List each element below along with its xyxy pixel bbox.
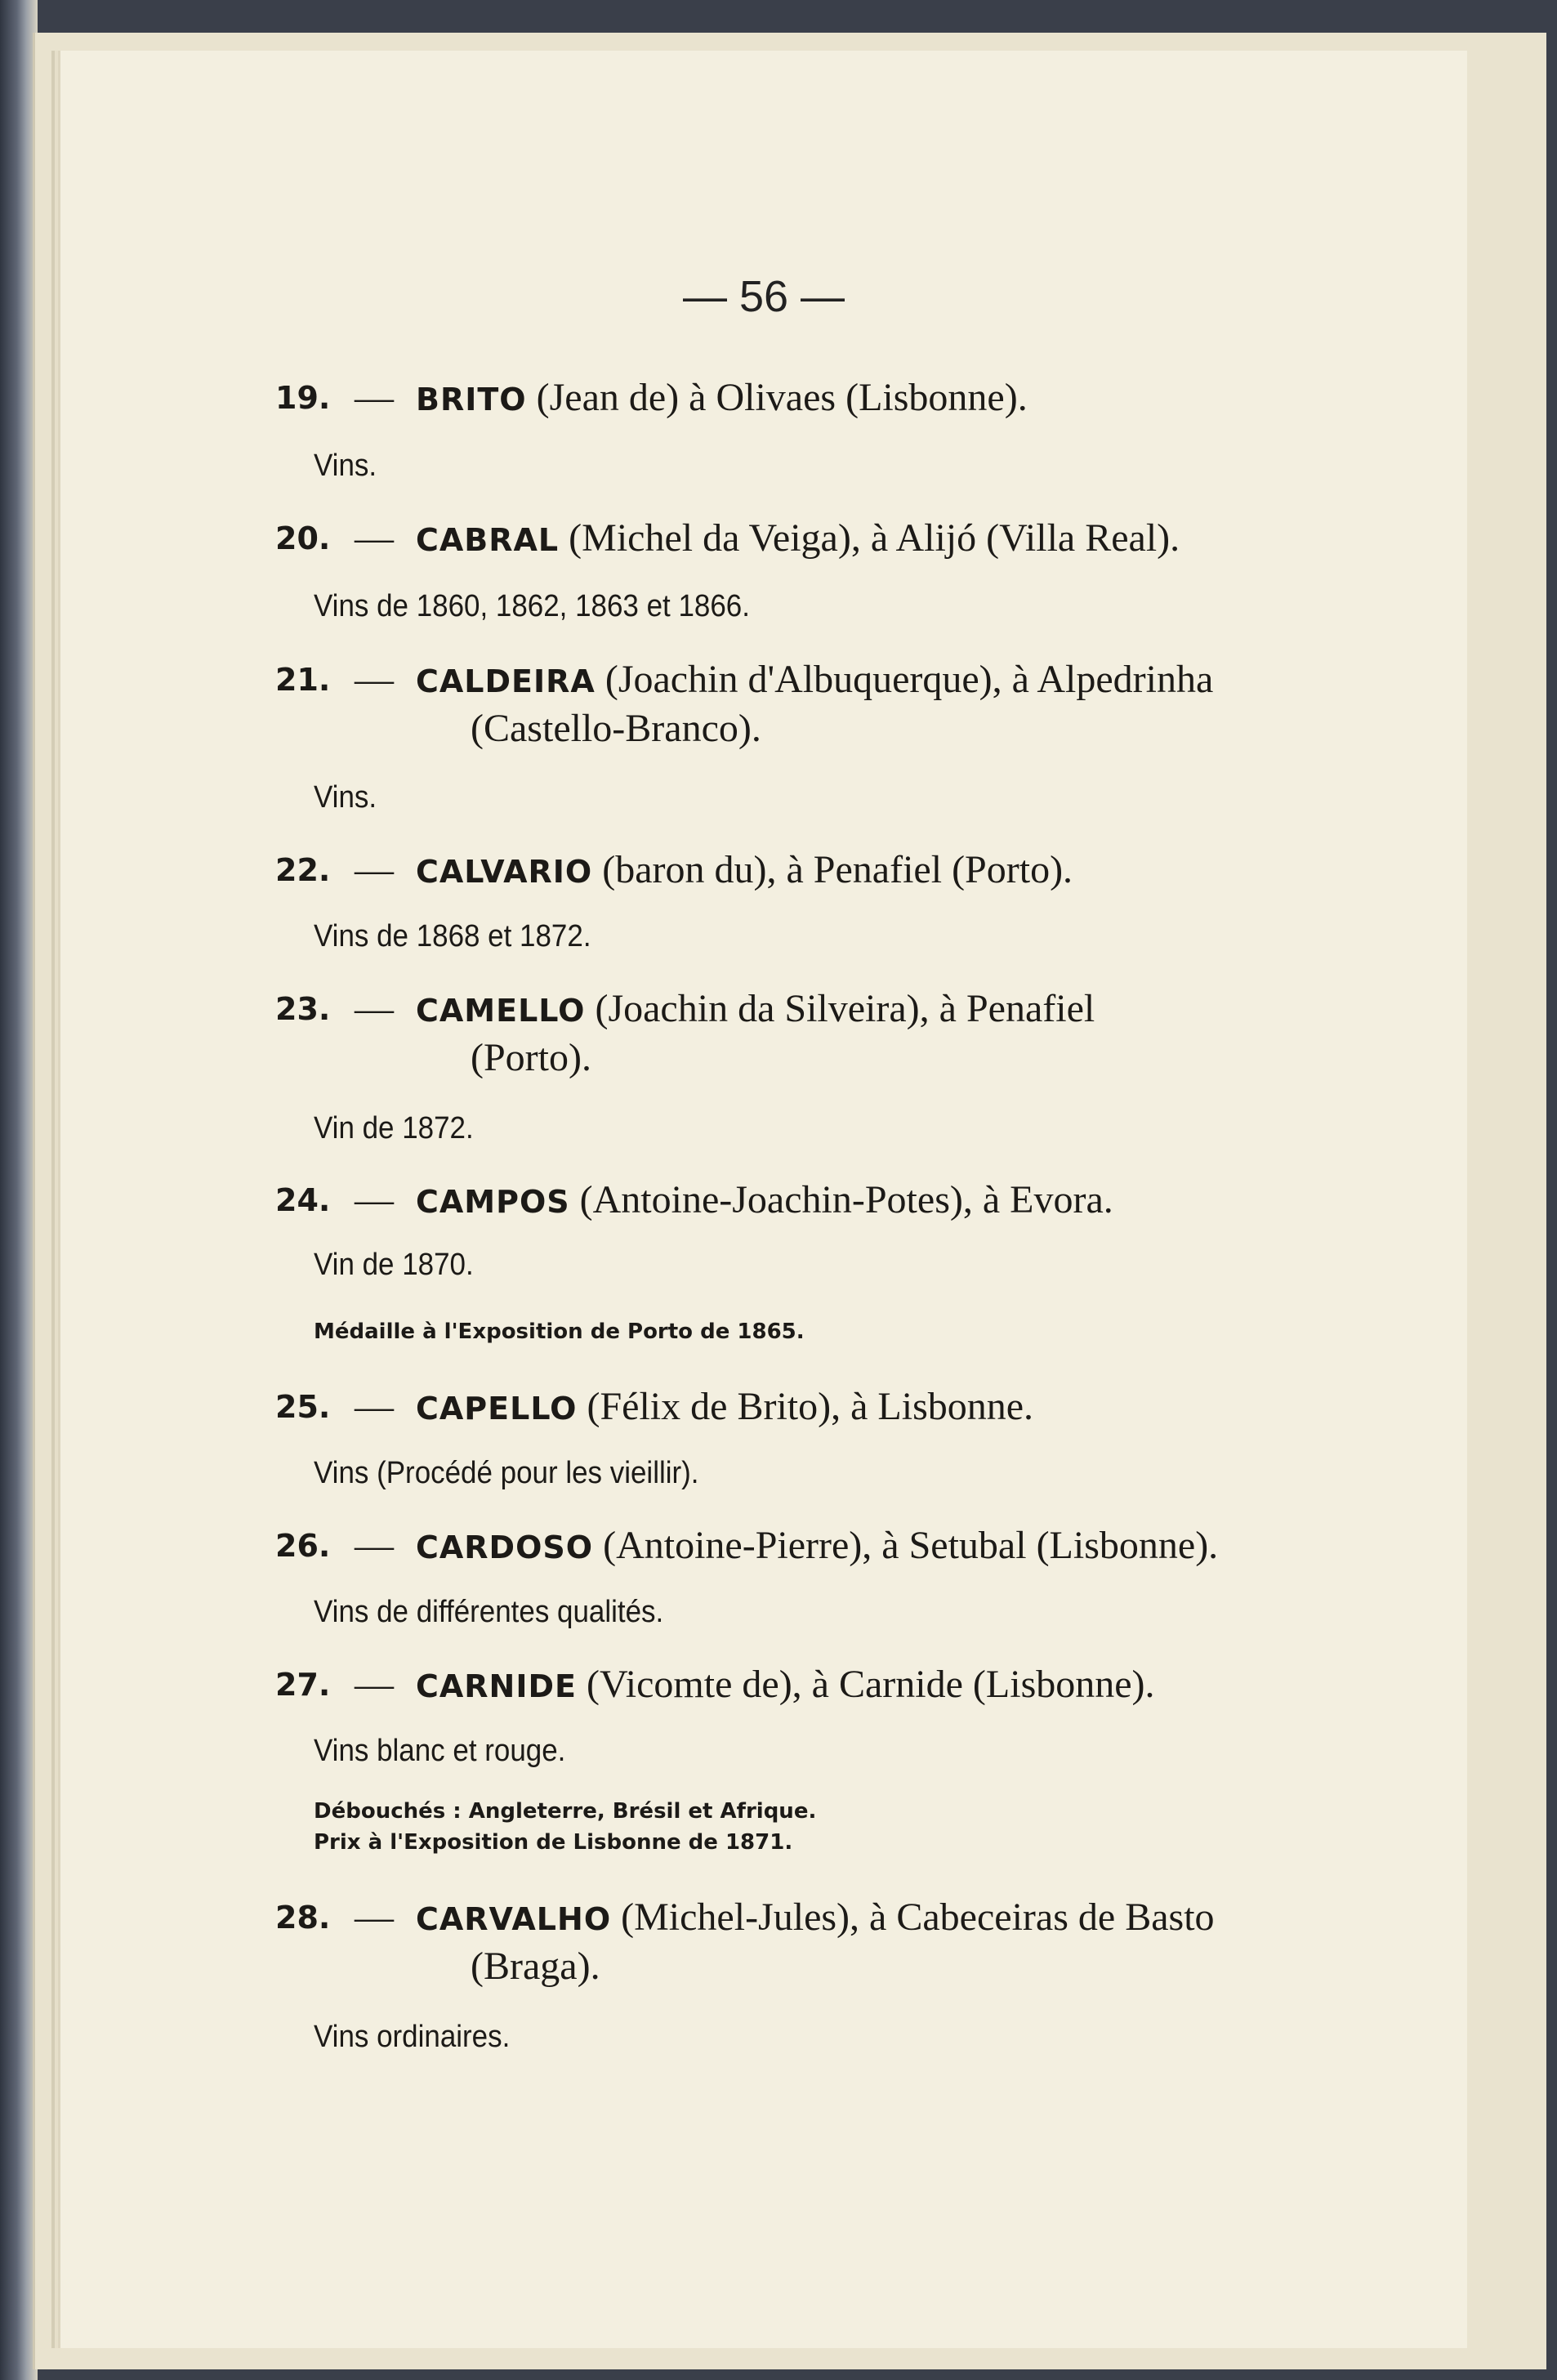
entry-19-detail: Vins.: [314, 449, 377, 483]
entry-rest: (baron du), à Penafiel (Porto).: [592, 848, 1073, 891]
entry-number: 27.: [275, 1667, 331, 1703]
entry-dash: —: [355, 848, 394, 891]
entry-21-detail: Vins.: [314, 780, 377, 815]
entry-dash: —: [355, 1178, 394, 1221]
entry-24-note: Médaille à l'Exposition de Porto de 1865.: [314, 1319, 805, 1344]
entry-number: 22.: [275, 852, 331, 888]
entry-rest: (Jean de) à Olivaes (Lisbonne).: [526, 376, 1028, 419]
entry-24-detail: Vin de 1870.: [314, 1248, 474, 1282]
entry-28-detail: Vins ordinaires.: [314, 2020, 511, 2054]
entry-dash: —: [355, 658, 394, 701]
entry-27-note-2: Prix à l'Exposition de Lisbonne de 1871.: [314, 1830, 793, 1855]
entry-rest: (Antoine-Pierre), à Setubal (Lisbonne).: [593, 1524, 1219, 1567]
entry-rest: (Joachin d'Albuquerque), à Alpedrinha: [595, 658, 1214, 701]
entry-name: CALDEIRA: [416, 663, 596, 699]
entry-26-detail: Vins de différentes qualités.: [314, 1595, 664, 1629]
entry-name: CALVARIO: [416, 854, 593, 890]
entry-continuation: (Castello-Branco).: [471, 707, 761, 750]
entry-name: CARNIDE: [416, 1668, 577, 1704]
entry-continuation: (Porto).: [471, 1036, 591, 1079]
entry-number: 20.: [275, 520, 331, 556]
entry-continuation: (Braga).: [471, 1945, 600, 1988]
entry-27-note-1: Débouchés : Angleterre, Brésil et Afrique.: [314, 1799, 817, 1824]
entry-rest: (Michel-Jules), à Cabeceiras de Basto: [611, 1896, 1215, 1939]
entry-number: 23.: [275, 991, 331, 1027]
entry-number: 24.: [275, 1182, 331, 1218]
entry-dash: —: [355, 1896, 394, 1939]
entry-27-detail: Vins blanc et rouge.: [314, 1734, 566, 1768]
entry-dash: —: [355, 1385, 394, 1428]
entry-name: CARDOSO: [416, 1529, 594, 1565]
entry-dash: —: [355, 516, 394, 560]
entry-name: CAMELLO: [416, 993, 586, 1029]
entry-dash: —: [355, 1524, 394, 1567]
entry-name: CAMPOS: [416, 1184, 570, 1220]
entry-number: 26.: [275, 1528, 331, 1564]
entry-23-detail: Vin de 1872.: [314, 1111, 474, 1145]
entry-name: CAPELLO: [416, 1391, 578, 1427]
entry-rest: (Antoine-Joachin-Potes), à Evora.: [569, 1178, 1113, 1221]
entry-22-detail: Vins de 1868 et 1872.: [314, 919, 591, 953]
entry-name: BRITO: [416, 382, 527, 418]
entry-25-detail: Vins (Procédé pour les vieillir).: [314, 1456, 699, 1490]
entry-number: 19.: [275, 380, 331, 416]
entry-rest: (Michel da Veiga), à Alijó (Villa Real).: [559, 516, 1180, 560]
page-number: — 56 —: [682, 272, 845, 321]
book-page: [60, 51, 1467, 2348]
entry-dash: —: [355, 376, 394, 419]
entry-number: 21.: [275, 662, 331, 698]
entry-20-detail: Vins de 1860, 1862, 1863 et 1866.: [314, 589, 750, 623]
entry-name: CARVALHO: [416, 1901, 612, 1937]
entry-name: CABRAL: [416, 522, 560, 558]
entry-number: 28.: [275, 1900, 331, 1936]
entry-dash: —: [355, 987, 394, 1030]
entry-number: 25.: [275, 1389, 331, 1425]
entry-rest: (Joachin da Silveira), à Penafiel: [585, 987, 1095, 1030]
entry-dash: —: [355, 1663, 394, 1706]
entry-rest: (Félix de Brito), à Lisbonne.: [577, 1385, 1034, 1428]
entry-rest: (Vicomte de), à Carnide (Lisbonne).: [577, 1663, 1155, 1706]
